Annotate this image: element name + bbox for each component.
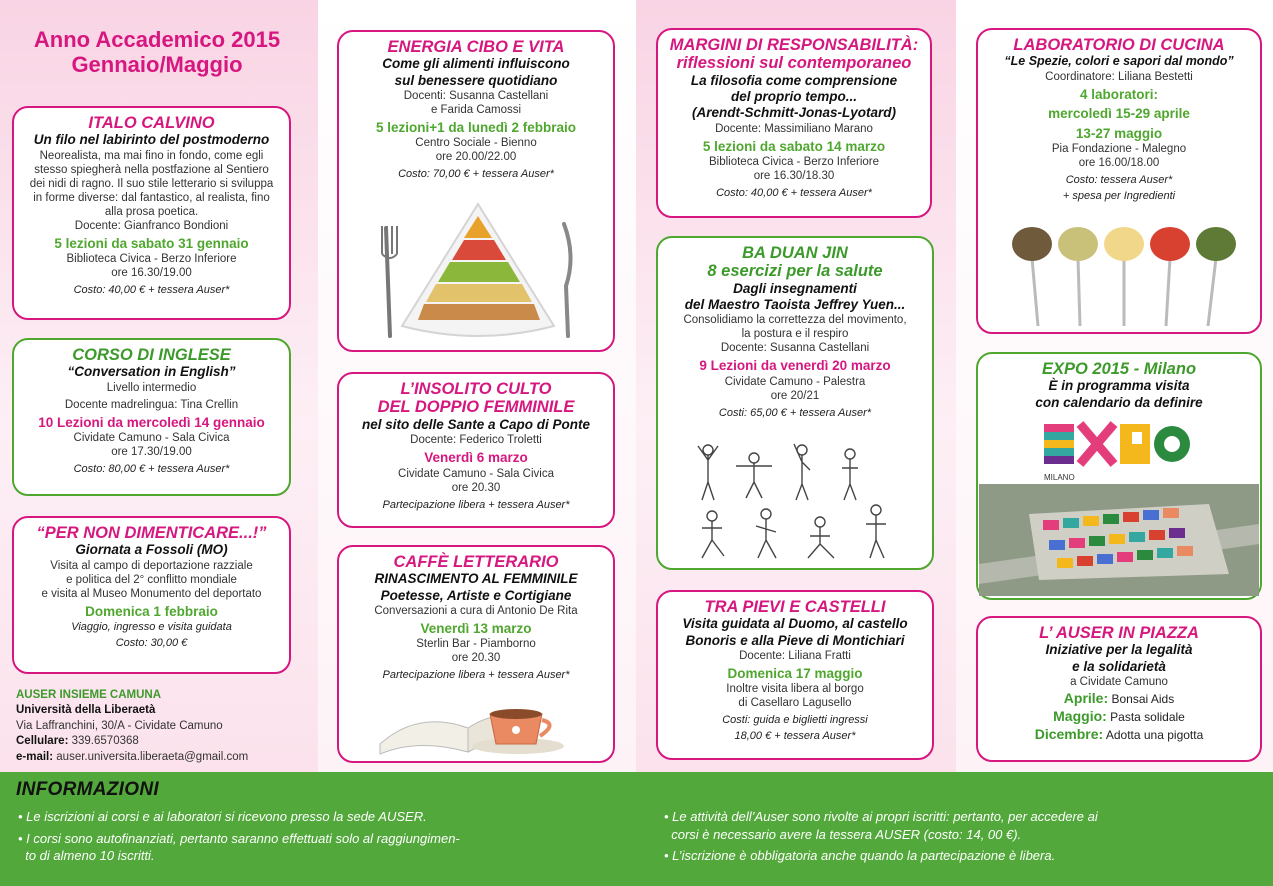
exercise-figures-illustration (690, 440, 904, 564)
course-title: CAFFÈ LETTERARIO (393, 553, 559, 571)
course-card-piazza (976, 616, 1262, 762)
course-teacher: Docente: Gianfranco Bondioni (74, 219, 229, 232)
info-right-column (664, 808, 1254, 869)
course-title: “PER NON DIMENTICARE...!” (36, 524, 267, 542)
course-desc: dei nidi di ragno. Il suo stile letterario si sviluppa (29, 177, 274, 190)
course-title: BA DUAN JIN (742, 244, 848, 262)
expo-logo-city: MILANO (1044, 473, 1075, 482)
course-card-calvino (12, 106, 291, 320)
course-teacher: Docente: Liliana Fratti (739, 649, 851, 662)
course-date: mercoledì 15-29 aprile (1048, 106, 1190, 122)
contact-block (16, 688, 306, 765)
course-subtitle: Dagli insegnamenti (733, 280, 857, 296)
course-card-inglese (12, 338, 291, 496)
email-link[interactable]: auser.universita.liberaeta@gmail.com (56, 750, 249, 763)
course-subtitle: e la solidarietà (1072, 658, 1166, 674)
info-bullet: • Le attività dell’Auser sono rivolte ai propri iscritti: pertanto, per accedere ai (664, 809, 1098, 824)
course-title: ITALO CALVINO (88, 114, 215, 132)
info-bullet: • L’iscrizione è obbligatoria anche quando la partecipazione è libera. (664, 848, 1056, 864)
course-time: ore 20.00/22.00 (435, 151, 517, 164)
course-date: 10 Lezioni da mercoledì 14 gennaio (38, 414, 265, 430)
course-level: Livello intermedio (106, 381, 197, 394)
course-time: ore 16.30/18.30 (753, 170, 835, 182)
course-time: ore 20/21 (770, 389, 820, 402)
course-title: L’INSOLITO CULTO (400, 380, 552, 398)
info-bullet: • I corsi sono autofinanziati, pertanto saranno effettuati solo al raggiungimen- (18, 830, 460, 846)
course-cost: Costo: 70,00 € + tessera Auser* (398, 168, 554, 181)
course-cost: Costi: guida e biglietti ingressi (722, 714, 868, 727)
course-teacher: Docente: Susanna Castellani (720, 342, 870, 355)
course-date: Domenica 1 febbraio (85, 603, 218, 619)
course-teacher: Docente: Federico Troletti (410, 434, 542, 447)
course-subtitle: È in programma visita (1048, 378, 1190, 394)
event-name: Bonsai Aids (1111, 691, 1175, 706)
course-time: ore 17.30/19.00 (111, 446, 192, 459)
course-desc: alla prosa poetica. (104, 205, 199, 218)
course-title: LABORATORIO DI CUCINA (1013, 36, 1225, 54)
course-date: 9 Lezioni da venerdì 20 marzo (699, 358, 891, 374)
course-subtitle: del proprio tempo... (730, 89, 857, 105)
title-line-2: Gennaio/Maggio (71, 51, 243, 77)
course-time: ore 20.30 (451, 652, 501, 665)
course-subtitle: “Le Spezie, colori e sapori dal mondo” (1004, 54, 1234, 69)
course-place: Pia Fondazione - Malegno (1051, 143, 1187, 156)
course-desc: la postura e il respiro (741, 328, 849, 341)
course-subtitle: Iniziative per la legalità (1045, 642, 1193, 658)
course-place: a Cividate Camuno (1070, 675, 1168, 688)
expo-logo (1040, 420, 1192, 480)
course-subtitle: (Arendt-Schmitt-Jonas-Lyotard) (691, 105, 896, 121)
email-label: e-mail: (16, 750, 54, 763)
course-cost: Costo: 80,00 € + tessera Auser* (73, 463, 230, 476)
course-cost: 18,00 € + tessera Auser* (734, 729, 856, 742)
course-title: riflessioni sul contemporaneo (676, 54, 912, 73)
course-place: Biblioteca Civica - Berzo Inferiore (66, 253, 237, 266)
course-place: Cividate Camuno - Palestra (724, 375, 866, 388)
course-date: 5 lezioni da sabato 31 gennaio (54, 235, 249, 251)
course-date: 5 lezioni da sabato 14 marzo (702, 138, 886, 154)
event-month: Maggio: (1053, 707, 1107, 724)
course-title: MARGINI DI RESPONSABILITÀ: (669, 36, 919, 54)
course-place: Cividate Camuno - Sala Civica (398, 467, 554, 480)
event-may (986, 708, 1252, 725)
course-subtitle: RINASCIMENTO AL FEMMINILE (374, 571, 578, 587)
course-date: Domenica 17 maggio (727, 665, 863, 681)
course-subtitle: Giornata a Fossoli (MO) (75, 542, 228, 558)
spice-spoons-illustration (1008, 222, 1242, 328)
course-desc: di Casellaro Lagusello (738, 697, 852, 710)
course-desc: in forme diverse: dal fantastico, al realista, fino (33, 191, 270, 204)
info-footer (0, 772, 1273, 886)
course-desc: e politica del 2° conflitto mondiale (66, 573, 237, 586)
info-bullet: • Le iscrizioni ai corsi e ai laboratori si ricevono presso la sede AUSER. (18, 809, 427, 824)
course-title: L’ AUSER IN PIAZZA (1039, 624, 1199, 642)
event-name: Pasta solidale (1110, 709, 1185, 724)
course-teacher: Docente: Massimiliano Marano (715, 122, 873, 135)
course-date: Venerdì 13 marzo (420, 620, 532, 636)
course-place: Biblioteca Civica - Berzo Inferiore (708, 155, 879, 168)
course-card-margini (656, 28, 932, 218)
course-coordinator: Coordinatore: Liliana Bestetti (1045, 70, 1193, 83)
course-cost: Costo: tessera Auser* (1065, 174, 1173, 187)
info-bullet-continued: to di almeno 10 iscritti. (18, 848, 155, 864)
course-title: CORSO DI INGLESE (72, 346, 231, 364)
course-cost: + spesa per Ingredienti (1062, 189, 1176, 202)
course-note: Viaggio, ingresso e visita guidata (71, 621, 232, 634)
course-cost: Partecipazione libera + tessera Auser* (382, 669, 570, 682)
event-name: Adotta una pigotta (1105, 728, 1204, 743)
course-subtitle: con calendario da definire (1035, 394, 1203, 410)
course-cost: Costo: 40,00 € + tessera Auser* (716, 187, 872, 200)
course-card-fossoli (12, 516, 291, 674)
course-place: Centro Sociale - Bienno (415, 137, 537, 150)
course-desc: Inoltre visita libera al borgo (726, 683, 864, 696)
course-title: ENERGIA CIBO E VITA (387, 38, 565, 56)
expo-aerial-map (979, 484, 1259, 596)
phone-label: Cellulare: (16, 735, 69, 748)
course-subtitle: Bonoris e alla Pieve di Montichiari (685, 632, 905, 648)
course-cost: Costo: 30,00 € (115, 636, 188, 649)
course-desc: Visita al campo di deportazione razziale (50, 559, 253, 572)
event-december (986, 726, 1252, 743)
title-line-1: Anno Accademico 2015 (33, 27, 281, 52)
course-desc: Conversazioni a cura di Antonio De Rita (374, 604, 578, 617)
course-card-insolito (337, 372, 615, 528)
event-month: Aprile: (1063, 689, 1109, 706)
course-title: DEL DOPPIO FEMMINILE (377, 398, 575, 417)
course-date: 13-27 maggio (1075, 125, 1163, 141)
course-desc: e visita al Museo Monumento del deportato (41, 587, 262, 600)
course-count: 4 laboratori: (1079, 86, 1158, 102)
org-name: AUSER INSIEME CAMUNA (16, 689, 162, 701)
course-title: EXPO 2015 - Milano (1041, 360, 1197, 378)
event-april (986, 690, 1252, 707)
course-title: TRA PIEVI E CASTELLI (704, 598, 886, 616)
info-title: INFORMAZIONI (16, 779, 159, 800)
course-subtitle: del Maestro Taoista Jeffrey Yuen... (684, 297, 906, 313)
course-subtitle: Visita guidata al Duomo, al castello (682, 616, 908, 632)
course-date: Venerdì 6 marzo (424, 450, 528, 466)
course-subtitle: nel sito delle Sante a Capo di Ponte (361, 416, 591, 432)
course-cost: Partecipazione libera + tessera Auser* (382, 498, 570, 511)
course-time: ore 20.30 (451, 481, 501, 494)
page-title (12, 28, 302, 77)
course-subtitle: Un filo nel labirinto del postmoderno (33, 132, 270, 148)
food-pyramid-illustration (378, 196, 578, 344)
course-date: 5 lezioni+1 da lunedì 2 febbraio (376, 119, 576, 135)
course-teacher: Docenti: Susanna Castellani (403, 89, 549, 102)
course-teacher: e Farida Camossi (430, 103, 522, 116)
course-subtitle: “Conversation in English” (67, 364, 236, 380)
course-desc: Consolidiamo la correttezza del movimento, (683, 314, 907, 327)
course-desc: stesso spiegherà nella postfazione al Sentiero (34, 163, 269, 176)
course-time: ore 16.30/19.00 (111, 267, 192, 280)
course-place: Cividate Camuno - Sala Civica (73, 432, 230, 445)
course-teacher: Docente madrelingua: Tina Crellin (64, 398, 239, 411)
book-and-cup-illustration (378, 700, 578, 756)
course-subtitle: sul benessere quotidiano (394, 72, 558, 88)
address: Via Laffranchini, 30/A - Cividate Camuno (16, 719, 223, 732)
info-bullet-continued: corsi è necessario avere la tessera AUSER (costo: 14, 00 €). (664, 826, 1022, 842)
course-title: 8 esercizi per la salute (707, 262, 883, 281)
course-subtitle: Poetesse, Artiste e Cortigiane (380, 587, 572, 603)
course-cost: Costo: 40,00 € + tessera Auser* (73, 284, 230, 297)
course-cost: Costi: 65,00 € + tessera Auser* (718, 406, 872, 419)
course-time: ore 16.00/18.00 (1078, 157, 1160, 170)
event-month: Dicembre: (1034, 726, 1104, 743)
course-place: Sterlin Bar - Piamborno (416, 638, 536, 651)
course-card-pievi (656, 590, 934, 760)
course-subtitle: La filosofia come comprensione (690, 72, 898, 88)
info-left-column (18, 808, 608, 869)
phone-number[interactable]: 339.6570368 (71, 735, 139, 748)
course-subtitle: Come gli alimenti influiscono (382, 56, 570, 72)
course-desc: Neorealista, ma mai fino in fondo, come egli (39, 149, 264, 162)
uni-name: Università della Liberaetà (16, 704, 156, 717)
